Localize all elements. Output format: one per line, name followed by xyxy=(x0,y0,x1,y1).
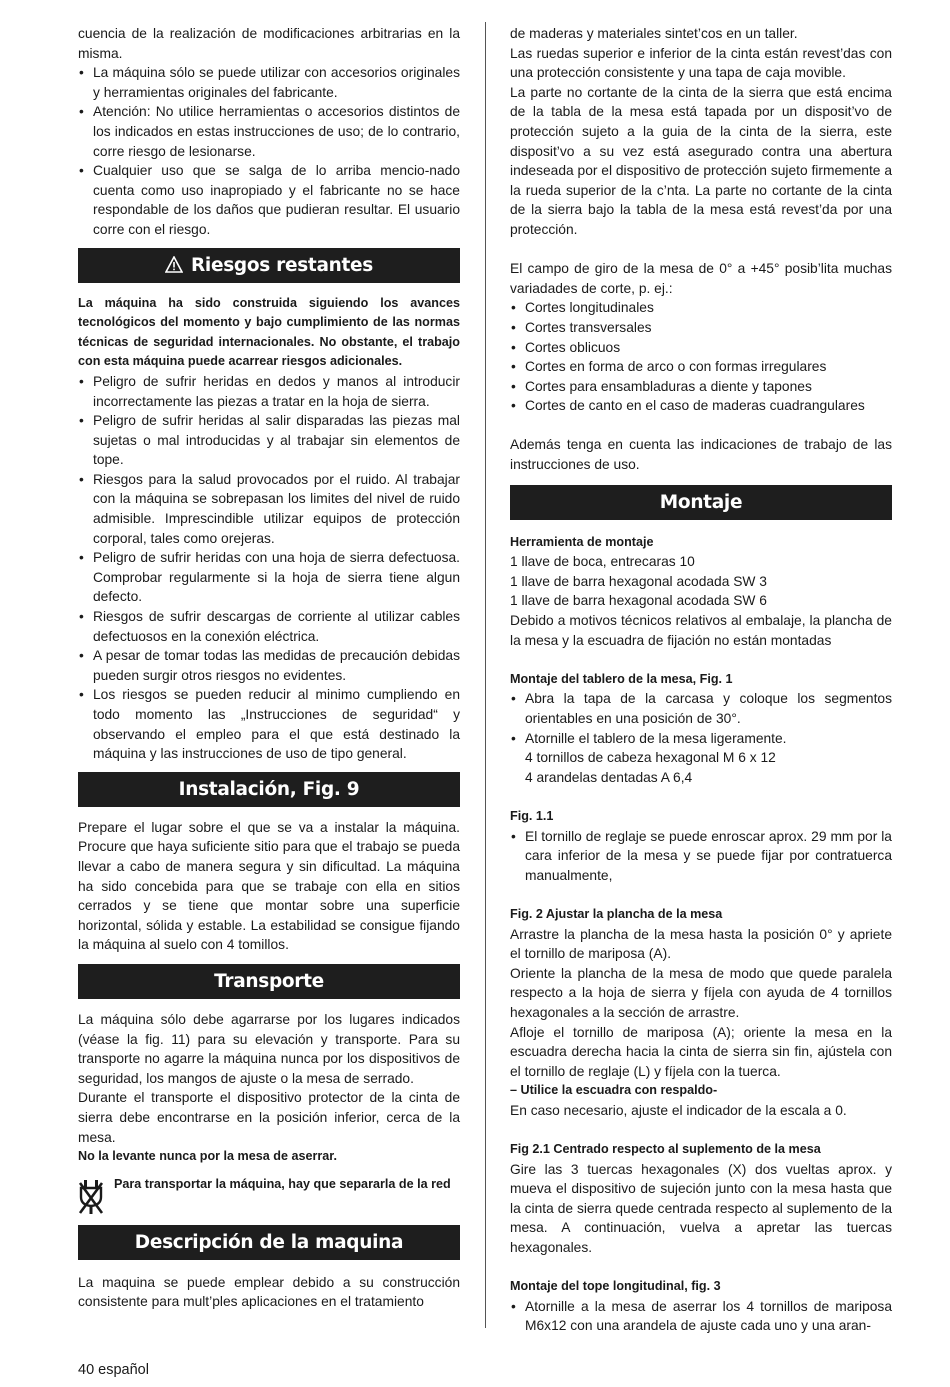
subheading: Herramienta de montaje xyxy=(510,534,654,549)
paragraph: Gire las 3 tuercas hexagonales (X) dos vueltas aprox. y mueva el dispositivo de sujeción junto con la mesa hasta que la cinta de sierra quede centrada respecto al suplemento de la mesa. A continuación, vuelva a apretar las tuercas hexagonales. xyxy=(510,1161,892,1256)
paragraph: Oriente la plancha de la mesa de modo que quede paralela respecto a la hoja de sierra y fíjela con ayuda de 4 tornillos hexagonales a la sección de arrastre. xyxy=(510,965,892,1020)
line: 4 arandelas dentadas A 6,4 xyxy=(525,769,693,785)
list-item: • Cortes en forma de arco o con formas irregulares xyxy=(510,357,892,377)
list-item: • Riesgos de sufrir descargas de corriente al utilizar cables defectuosos en la conexión eléctrica. xyxy=(78,607,460,646)
section-heading-riesgos xyxy=(78,248,460,283)
transporte-text-2: Durante el transporte el dispositivo protector de la cinta de sierra debe encontrarse en la posición inferior, cerca de la mesa. xyxy=(78,1090,460,1145)
paragraph: de maderas y materiales sintet’cos en un taller. xyxy=(510,26,798,41)
line: 1 llave de boca, entrecaras 10 xyxy=(510,554,695,570)
cortes-list xyxy=(510,298,892,416)
list-item: • Atornille a la mesa de aserrar los 4 tornillos de mariposa M6x12 con una arandela de ajuste cada uno y una aran- xyxy=(510,1297,892,1336)
section-heading-montaje: Montaje xyxy=(510,485,892,520)
bold-note: – Utilice la escuadra con respaldo- xyxy=(510,1083,718,1098)
fig11-list xyxy=(510,827,892,886)
tablero-list xyxy=(510,689,892,748)
list-item: • Abra la tapa de la carcasa y coloque los segmentos orientables en una posición de 30°. xyxy=(510,689,892,728)
paragraph: Debido a motivos técnicos relativos al embalaje, la plancha de la mesa y la escuadra de fijación no están montadas xyxy=(510,613,892,648)
paragraph: El campo de giro de la mesa de 0° a +45° posib’lita muchas variadades de corte, p. ej.: xyxy=(510,261,892,296)
right-column xyxy=(510,24,892,1336)
line: 1 llave de barra hexagonal acodada SW 6 xyxy=(510,593,767,609)
intro-bullet-list xyxy=(78,63,460,239)
heading-text: Riesgos restantes xyxy=(190,254,374,276)
list-item: • La máquina sólo se puede utilizar con accesorios originales y herramientas originales del fabricante. xyxy=(78,63,460,102)
column-divider-left xyxy=(485,22,486,1328)
section-heading-instalacion: Instalación, Fig. 9 xyxy=(78,772,460,807)
subheading: Fig 2.1 Centrado respecto al suplemento de la mesa xyxy=(510,1142,821,1157)
paragraph: En caso necesario, ajuste el indicador de la escala a 0. xyxy=(510,1102,847,1118)
unplug-note xyxy=(78,1175,460,1215)
list-item: • Atención: No utilice herramientas o accesorios distintos de los indicados en estas instrucciones de uso; de lo contrario, corre riesgo de lesionarse. xyxy=(78,102,460,161)
descripcion-text: La maquina se puede emplear debido a su construcción consistente para mult’ples aplicaciones en el tratamiento xyxy=(78,1274,460,1310)
list-item: • Peligro de sufrir heridas en dedos y manos al introducir incorrectamente las piezas a tratar en la hoja de sierra. xyxy=(78,372,460,411)
instalacion-text: Prepare el lugar sobre el que se va a instalar la máquina. Procure que haya suficiente sitio para que el trabajo se pueda llevar a cabo de manera segura y sin dificultad. La máquina ha sido concebida para que se trabaje con ella en sitios cerrados y se tiene que montar sobre una superficie horizontal, sólida y estable. La estabilidad se consigue fijando la máquina al suelo con 4 tomillos. xyxy=(78,819,460,953)
section-heading-transporte: Transporte xyxy=(78,964,460,999)
list-item: • Cortes oblicuos xyxy=(510,338,892,358)
unplug-note-text: Para transportar la máquina, hay que separarla de la red xyxy=(114,1176,451,1191)
riesgos-intro: La máquina ha sido construida siguiendo los avances tecnológicos del momento y bajo cumplimiento de las normas técnicas de seguridad internacionales. No obstante, el trabajo con esta máquina puede acarrear riesgos adicionales. xyxy=(78,295,460,369)
list-item: • Cortes de canto en el caso de maderas cuadrangulares xyxy=(510,396,892,416)
intro-paragraph: cuencia de la realización de modificaciones arbitrarias en la misma. xyxy=(78,26,460,61)
list-item: • Cualquier uso que se salga de lo arriba mencio-nado cuenta como uso inapropiado y el fabricante no se hace respondable de los daños que pudieran resultar. El usuario corre con el riesgo. xyxy=(78,161,460,239)
paragraph: La parte no cortante de la cinta de la sierra que está encima de la tabla de la mesa está tapada por un disposit’vo de protección sujeto a la guia de la cinta de la sierra, este disposit’vo a su vez está asegurado contra una abertura indeseada por el dispositivo de protección sujeto firmemente a la rueda superior de la c’nta. La parte no cortante de la cinta de la sierra bajo la tabla de la mesa está revest’da por una protección. xyxy=(510,84,892,237)
list-item: • Peligro de sufrir heridas al salir disparadas las piezas mal sujetas o mal introducidas y al trabajar sin elementos de tope. xyxy=(78,411,460,470)
subheading: Montaje del tablero de la mesa, Fig. 1 xyxy=(510,671,733,686)
warning-icon xyxy=(165,256,183,273)
list-item: • El tornillo de reglaje se puede enroscar aprox. 29 mm por la cara inferior de la mesa y se puede fijar por contratuerca manualmente, xyxy=(510,827,892,886)
list-item: • Los riesgos se pueden reducir al minimo cumpliendo en todo momento las „Instrucciones de seguridad“ y observando el empleo para el que está destinado la máquina y las instrucciones de uso de tipo general. xyxy=(78,685,460,763)
list-item: • Atornille el tablero de la mesa ligeramente. xyxy=(510,729,892,749)
line: 4 tornillos de cabeza hexagonal M 6 x 12 xyxy=(525,750,776,766)
subheading: Fig. 2 Ajustar la plancha de la mesa xyxy=(510,906,723,921)
subheading: Fig. 1.1 xyxy=(510,808,554,823)
subheading: Montaje del tope longitudinal, fig. 3 xyxy=(510,1279,721,1294)
paragraph: Además tenga en cuenta las indicaciones de trabajo de las instrucciones de uso. xyxy=(510,437,892,473)
paragraph: Las ruedas superior e inferior de la cinta están revest’das con una protección consistente y una tapa de caja movible. xyxy=(510,45,892,81)
left-column xyxy=(78,24,460,1312)
paragraph: Afloje el tornillo de mariposa (A); oriente la mesa en la escuadra derecha hacia la cinta de sierra sin fin, ajústela con el tornillo de reglaje (L) y fíjela con la tuerca. xyxy=(510,1024,892,1079)
list-item: • Cortes longitudinales xyxy=(510,298,892,318)
paragraph: Arrastre la plancha de la mesa hasta la posición 0° y apriete el tornillo de mariposa (A). xyxy=(510,926,892,962)
transporte-text-1: La máquina sólo debe agarrarse por los lugares indicados (véase la fig. 11) para su elevación y transporte. Para su transporte no agarre la máquina nunca por los dispositivos de seguridad, los mangos de ajuste o la mesa de serrado. xyxy=(78,1011,460,1086)
page-footer: 40 español xyxy=(78,1362,149,1378)
unplug-icon xyxy=(78,1179,104,1215)
riesgos-bullet-list xyxy=(78,372,460,764)
list-item: • Peligro de sufrir heridas con una hoja de sierra defectuosa. Comprobar regularmente si la hoja de sierra tiene algun defecto. xyxy=(78,548,460,607)
list-item: • Cortes transversales xyxy=(510,318,892,338)
line: 1 llave de barra hexagonal acodada SW 3 xyxy=(510,573,767,589)
tope-list xyxy=(510,1297,892,1336)
list-item: • Riesgos para la salud provocados por el ruido. Al trabajar con la máquina se sobrepasan los limites del nivel de ruido admisible. Imprescindible utilizar equipos de protección corporal, tales como orejeras. xyxy=(78,470,460,548)
list-item: • A pesar de tomar todas las medidas de precaución debidas pueden surgir otros riesgos no evidentes. xyxy=(78,646,460,685)
list-item: • Cortes para ensambladuras a diente y tapones xyxy=(510,377,892,397)
section-heading-descripcion: Descripción de la maquina xyxy=(78,1225,460,1260)
transporte-warning: No la levante nunca por la mesa de aserrar. xyxy=(78,1149,337,1164)
